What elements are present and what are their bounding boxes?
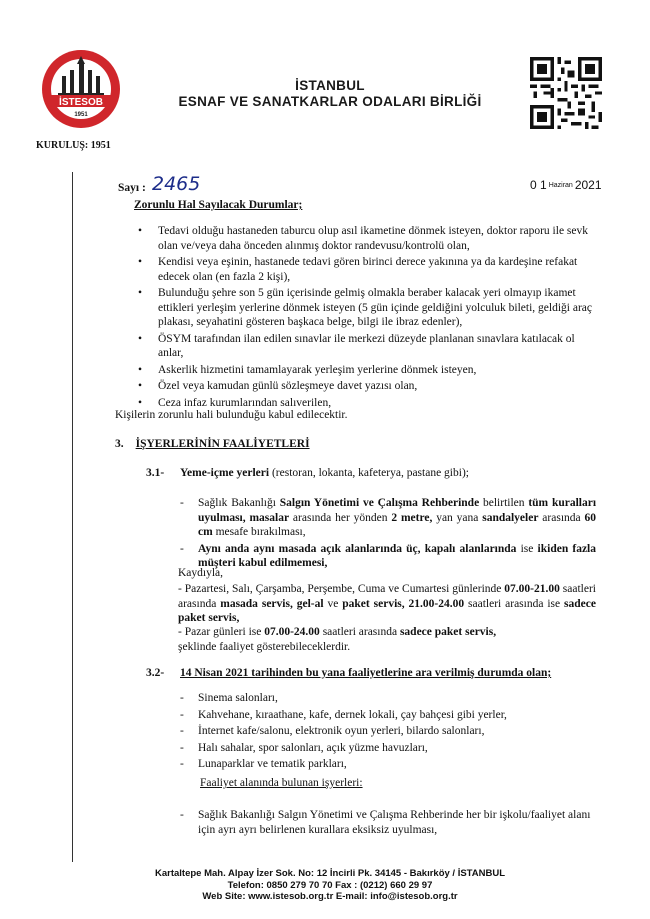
list-item: - Sinema salonları, bbox=[178, 691, 596, 706]
logo-text: İSTESOB bbox=[59, 97, 103, 108]
list-item: • Özel veya kamudan günlü sözleşmeye davet yazısı olan, bbox=[134, 379, 594, 394]
list-item: • Kendisi veya eşinin, hastanede tedavi gören birinci derece yakınına ya da kardeşine refakat edecek olan (en fazla 2 kişi), bbox=[134, 255, 594, 284]
subsection-3-2-title: 14 Nisan 2021 tarihinden bu yana faaliyetlerine ara verilmiş durumda olan; bbox=[180, 667, 552, 679]
list-item: • ÖSYM tarafından ilan edilen sınavlar ile merkezi düzeyde planlanan sınavlara katılacak ol anlar, bbox=[134, 332, 594, 361]
istesob-logo bbox=[40, 48, 122, 130]
margin-line bbox=[72, 172, 73, 862]
emergency-cases-list bbox=[134, 224, 594, 412]
closed-businesses-list bbox=[178, 691, 596, 774]
logo-year: 1951 bbox=[74, 112, 88, 118]
list-item: - Sağlık Bakanlığı Salgın Yönetimi ve Çalışma Rehberinde belirtilen tüm kuralları uyulması, masalar arasında her yönden 2 metre, yan yana sandalyeler arasında 60 cm mesafe bırakılması, bbox=[178, 496, 596, 540]
list-item: - İnternet kafe/salonu, elektronik oyun yerleri, bilardo salonları, bbox=[178, 724, 596, 739]
date-month: Haziran bbox=[548, 182, 573, 189]
reference-number-value: 2465 bbox=[152, 173, 201, 195]
weekday-hours-text: - Pazartesi, Salı, Çarşamba, Perşembe, Cuma ve Cumartesi günlerinde 07.00-21.00 saatleri arasında masada servis, gel-al ve paket servis, 21.00-24.00 saatleri arasında ise sadece paket servis, bbox=[178, 583, 596, 624]
reference-number-label: Sayı : bbox=[118, 182, 146, 194]
emergency-cases-heading: Zorunlu Hal Sayılacak Durumlar; bbox=[134, 199, 303, 211]
active-businesses-heading: Faaliyet alanında bulunan işyerleri: bbox=[200, 777, 363, 789]
date-year: 2021 bbox=[574, 178, 602, 192]
document-date bbox=[530, 178, 602, 192]
org-line1: İSTANBUL bbox=[295, 78, 365, 93]
list-item: • Bulunduğu şehre son 5 gün içerisinde gelmiş olmakla beraber kalacak yeri olmayıp ikamet ettikleri yerleşim yerlerine dönmek isteyen (5 gün içinde geldiğini yolculuk bileti, geldiği araç plakası, seyahatini gösteren başkaca belge, bilgi ile ibraz edenler), bbox=[134, 286, 594, 330]
organization-name bbox=[130, 78, 530, 109]
list-item: - Lunaparklar ve tematik parkları, bbox=[178, 757, 596, 772]
active-businesses-list bbox=[178, 808, 596, 839]
list-item: - Aynı anda aynı masada açık alanlarında üç, kapalı alanlarında ise ikiden fazla müşteri kabul edilmemesi, bbox=[178, 542, 596, 571]
sunday-hours-text: - Pazar günleri ise 07.00-24.00 saatleri arasında sadece paket servis, şeklinde faaliyet gösterebileceklerdir. bbox=[178, 626, 497, 653]
subsection-bold-title: Yeme-içme yerleri bbox=[180, 467, 270, 479]
footer-line1: Kartaltepe Mah. Alpay İzer Sok. No: 12 İncirli Pk. 34145 - Bakırköy / İSTANBUL bbox=[154, 868, 506, 879]
founded-label: KURULUŞ: 1951 bbox=[36, 140, 111, 151]
subsection-3-2-number: 3.2- bbox=[146, 667, 165, 679]
kaydiyla-text: Kaydıyla, bbox=[178, 567, 224, 579]
list-item: • Tedavi olduğu hastaneden taburcu olup asıl ikametine dönmek isteyen, doktor raporu ile sevk olan ve/veya daha önceden alınmış doktor randevusu/kontrolü olan, bbox=[134, 224, 594, 253]
list-item: - Kahvehane, kıraathane, kafe, dernek lokali, çay bahçesi gibi yerler, bbox=[178, 708, 596, 723]
org-line2: ESNAF VE SANATKARLAR ODALARI BİRLİĞİ bbox=[178, 94, 482, 109]
restaurant-rules-list bbox=[178, 496, 596, 573]
footer-line3: Web Site: www.istesob.org.tr E-mail: info@istesob.org.tr bbox=[202, 891, 458, 902]
qr-code-icon bbox=[530, 57, 602, 129]
footer-address bbox=[100, 868, 560, 903]
list-item: - Halı sahalar, spor salonları, açık yüzme havuzları, bbox=[178, 741, 596, 756]
emergency-closing-text: Kişilerin zorunlu hali bulunduğu kabul edilecektir. bbox=[115, 409, 348, 421]
list-item: - Sağlık Bakanlığı Salgın Yönetimi ve Çalışma Rehberinde her bir işkolu/faaliyet alanı için ayrı ayrı belirlenen kurallara eksiksiz uyulması, bbox=[178, 808, 596, 837]
list-item: • Ceza infaz kurumlarından salıverilen, bbox=[134, 396, 594, 411]
subsection-3-1-number: 3.1- bbox=[146, 467, 165, 479]
list-item: • Askerlik hizmetini tamamlayarak yerleşim yerlerine dönmek isteyen, bbox=[134, 363, 594, 378]
section-number: 3. bbox=[115, 438, 124, 450]
subsection-rest: (restoran, lokanta, kafeterya, pastane gibi); bbox=[269, 467, 469, 479]
section-3-heading bbox=[115, 438, 310, 450]
section-title: İŞYERLERİNİN FAALİYETLERİ bbox=[135, 438, 310, 450]
footer-line2: Telefon: 0850 279 70 70 Fax : (0212) 660 29 97 bbox=[227, 879, 433, 891]
date-day: 0 1 bbox=[530, 178, 547, 192]
subsection-3-1-title bbox=[180, 467, 469, 479]
